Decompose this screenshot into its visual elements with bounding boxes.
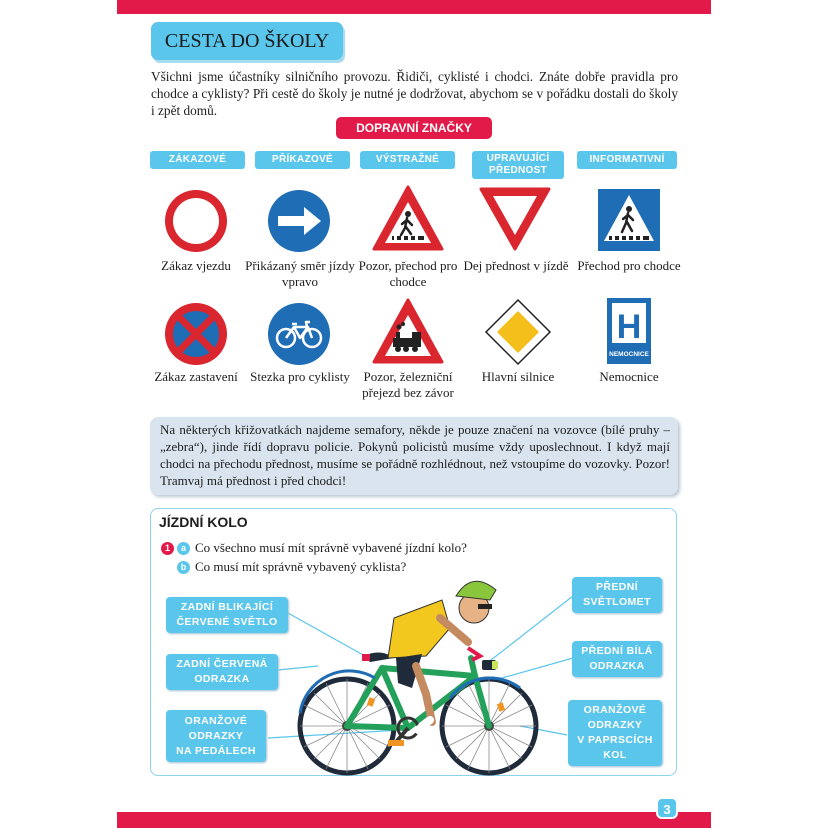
pedestrian-crossing-info-icon [597, 188, 661, 252]
category-informative: INFORMATIVNÍ [577, 151, 677, 169]
page-title: CESTA DO ŠKOLY [151, 22, 343, 60]
caption-pedestrian-crossing: Přechod pro chodce [577, 258, 681, 273]
main-road-sign-icon [484, 298, 552, 366]
task-number-badge: 1 [161, 542, 174, 555]
page-number: 3 [656, 797, 678, 819]
info-text: Na některých křižovatkách najdeme semafory, někde je pouze značení na vozovce (bílé pruhy – „zebra“), jinde řídí dopravu policie. Pokynů policistů musíme vždy uposlechnout. I když mají chodci na přechodu přednost, musíme se pořádně rozhlédnout, než vstoupíme do vozovky. Pozor! Tramvaj má přednost i před chodci! [160, 422, 670, 488]
label-rear-light: ZADNÍ BLIKAJÍCÍ ČERVENÉ SVĚTLO [166, 597, 288, 633]
category-mandatory: PŘÍKAZOVÉ [255, 151, 350, 169]
question-b: Co musí mít správně vybavený cyklista? [195, 559, 407, 574]
caption-hospital: Nemocnice [599, 369, 659, 384]
traffic-signs-heading: DOPRAVNÍ ZNAČKY [336, 117, 492, 139]
label-front-reflector: PŘEDNÍ BÍLÁ ODRAZKA [572, 641, 662, 677]
top-red-bar [117, 0, 711, 14]
bottom-red-bar [117, 812, 711, 828]
question-a-badge: a [177, 542, 190, 555]
mandatory-right-sign-icon [266, 188, 332, 254]
caption-railway-crossing: Pozor, železniční přejezd bez závor [362, 369, 454, 400]
railway-crossing-warning-icon [372, 297, 444, 365]
caption-main-road: Hlavní silnice [481, 369, 555, 384]
no-entry-sign-icon [163, 188, 229, 254]
hospital-sign-letter: H [616, 308, 642, 346]
caption-mandatory-right: Přikázaný směr jízdy vpravo [245, 258, 355, 289]
label-pedal-reflectors: ORANŽOVÉ ODRAZKY NA PEDÁLECH [166, 710, 266, 762]
caption-no-entry: Zákaz vjezdu [161, 258, 231, 273]
cycle-path-sign-icon [266, 301, 332, 367]
question-a: Co všechno musí mít správně vybavené jízdní kolo? [195, 540, 467, 555]
hospital-sign-icon [606, 297, 652, 365]
category-priority: UPRAVUJÍCÍ PŘEDNOST [472, 151, 564, 179]
label-front-light: PŘEDNÍ SVĚTLOMET [572, 577, 662, 613]
caption-pedestrian-warning: Pozor, přechod pro chodce [358, 258, 458, 289]
question-b-badge: b [177, 561, 190, 574]
intro-paragraph: Všichni jsme účastníky silničního provozu. Řidiči, cyklisté i chodci. Znáte dobře pravidla pro chodce a cyklisty? Při cestě do školy je nutné je dodržovat, abychom se v pořádku dostali do školy i zpět domů. [151, 69, 678, 118]
category-warning: VÝSTRAŽNÉ [360, 151, 455, 169]
give-way-sign-icon [478, 186, 552, 252]
category-prohibitory: ZÁKAZOVÉ [150, 151, 245, 169]
caption-cycle-path: Stezka pro cyklisty [250, 369, 350, 384]
label-spoke-reflectors: ORANŽOVÉ ODRAZKY V PAPRSCÍCH KOL [568, 700, 662, 766]
label-rear-reflector: ZADNÍ ČERVENÁ ODRAZKA [166, 654, 278, 690]
no-stopping-sign-icon [163, 301, 229, 367]
pedestrian-crossing-warning-icon [372, 184, 444, 252]
hospital-sign-text: NEMOCNICE [609, 351, 649, 358]
caption-give-way: Dej přednost v jízdě [463, 258, 569, 273]
caption-no-stopping: Zákaz zastavení [154, 369, 238, 384]
bike-section-title: JÍZDNÍ KOLO [159, 514, 248, 530]
